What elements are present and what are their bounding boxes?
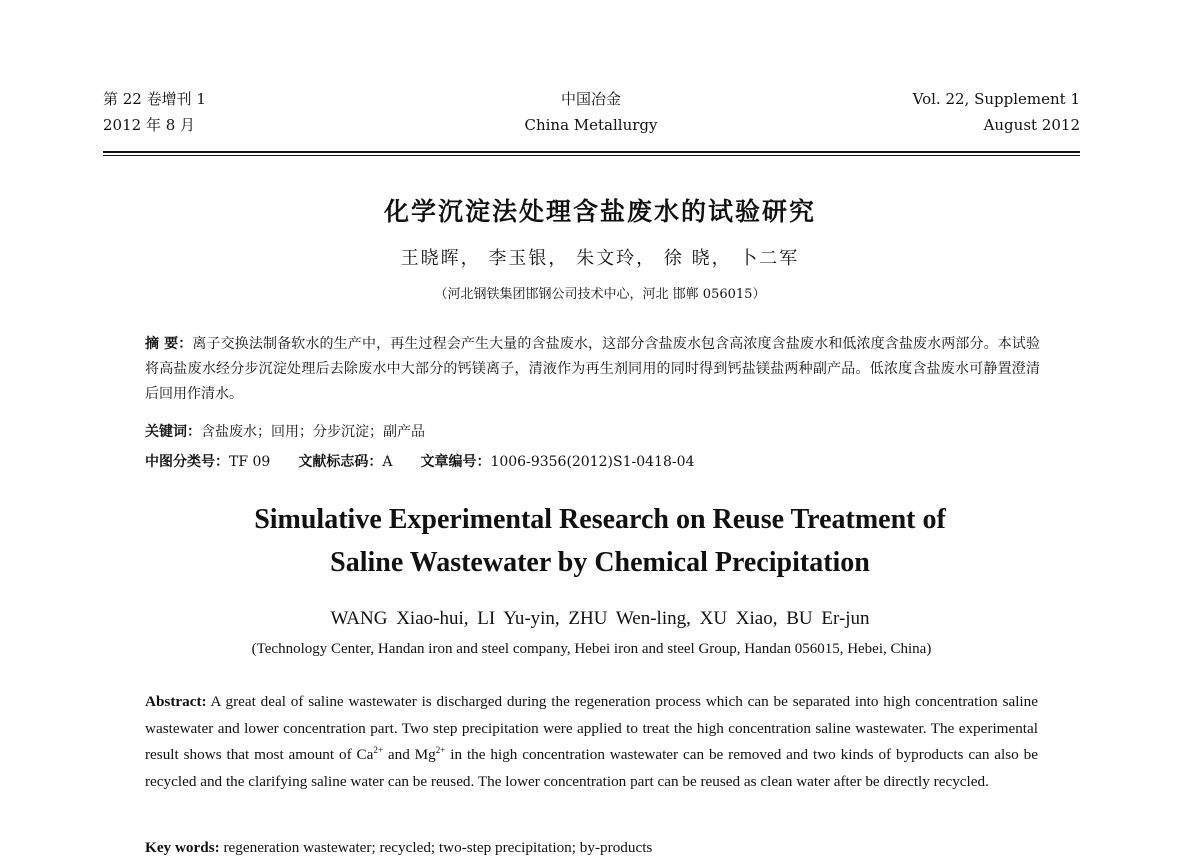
keywords-text-en: regeneration wastewater; recycled; two-step precipitation; by-products (219, 839, 653, 856)
header-volume-info-en (913, 86, 1080, 138)
header-date-en: August 2012 (983, 116, 1080, 134)
paper-title-en (0, 498, 1200, 584)
keywords-cn (145, 420, 425, 445)
authors-cn: 王晓晖， 李玉银， 朱文玲， 徐 晓， 卜二军 (400, 248, 800, 269)
header-rule-thick (103, 151, 1080, 153)
header-journal-name (460, 86, 722, 138)
journal-name-cn: 中国冶金 (560, 90, 621, 108)
classification-line (145, 450, 694, 475)
abstract-text-en-part2: in the high concentration wastewater can be removed and two kinds of byproducts can also be recycled and the clarifying saline water can be reused. The lower concentration part can be reused as clean water after be directly recycled. (145, 746, 1038, 790)
abstract-text-en-and: and Mg (382, 746, 436, 763)
keywords-label-en: Key words: (145, 839, 220, 856)
affiliation-en: (Technology Center, Handan iron and steel company, Hebei iron and steel Group, Handan 056015, Hebei, China) (251, 641, 932, 657)
abstract-text-en-part1: A great deal of saline wastewater is discharged during the regeneration process which can be separated into high concentration saline wastewater and lower concentration part. Two step precipitation were applied to treat the high concentration saline wastewater. The experimental result shows that most amount of Ca (145, 693, 1038, 763)
affiliation-cn: （河北钢铁集团邯钢公司技术中心，河北 邯郸 056015） (434, 287, 766, 302)
doc-code-label: 文献标志码： (298, 454, 383, 470)
header-volume-info (103, 86, 206, 138)
journal-name-en: China Metallurgy (524, 116, 658, 134)
article-no-value: 1006-9356(2012)S1-0418-04 (490, 454, 695, 470)
keywords-text-cn: 含盐废水；回用；分步沉淀；副产品 (201, 424, 425, 440)
abstract-label-cn: 摘 要： (145, 336, 193, 352)
paper-title-en-line1: Simulative Experimental Research on Reuse Treatment of (254, 504, 946, 535)
authors-en: WANG Xiao-hui, LI Yu-yin, ZHU Wen-ling, XU Xiao, BU Er-jun (330, 608, 870, 629)
abstract-en (145, 689, 1038, 795)
article-no-label: 文章编号： (420, 454, 491, 470)
abstract-text-cn: 离子交换法制备软水的生产中，再生过程会产生大量的含盐废水，这部分含盐废水包含高浓度含盐废水和低浓度含盐废水两部分。本试验将高盐废水经分步沉淀处理后去除废水中大部分的钙镁离子，清液作为再生剂同用的同时得到钙盐镁盐两种副产品。低浓度含盐废水可静置澄清后回用作清水。 (145, 336, 1040, 402)
clc-label: 中图分类号： (145, 454, 229, 470)
header-rule-thin (103, 155, 1080, 156)
keywords-en (145, 835, 652, 861)
keywords-label-cn: 关键词： (145, 424, 201, 440)
paper-title-cn: 化学沉淀法处理含盐废水的试验研究 (383, 197, 816, 226)
mg-ion-charge: 2+ (435, 745, 446, 755)
doc-code-value: A (382, 454, 393, 470)
header-date-cn: 2012 年 8 月 (103, 116, 196, 134)
header-volume-en: Vol. 22, Supplement 1 (912, 90, 1080, 108)
abstract-cn (145, 332, 1040, 407)
paper-title-en-line2: Saline Wastewater by Chemical Precipitation (330, 547, 870, 578)
ca-ion-charge: 2+ (373, 745, 383, 755)
header-volume: 第 22 卷增刊 1 (103, 90, 206, 108)
abstract-label-en: Abstract: (145, 693, 207, 710)
clc-value: TF 09 (229, 454, 271, 470)
